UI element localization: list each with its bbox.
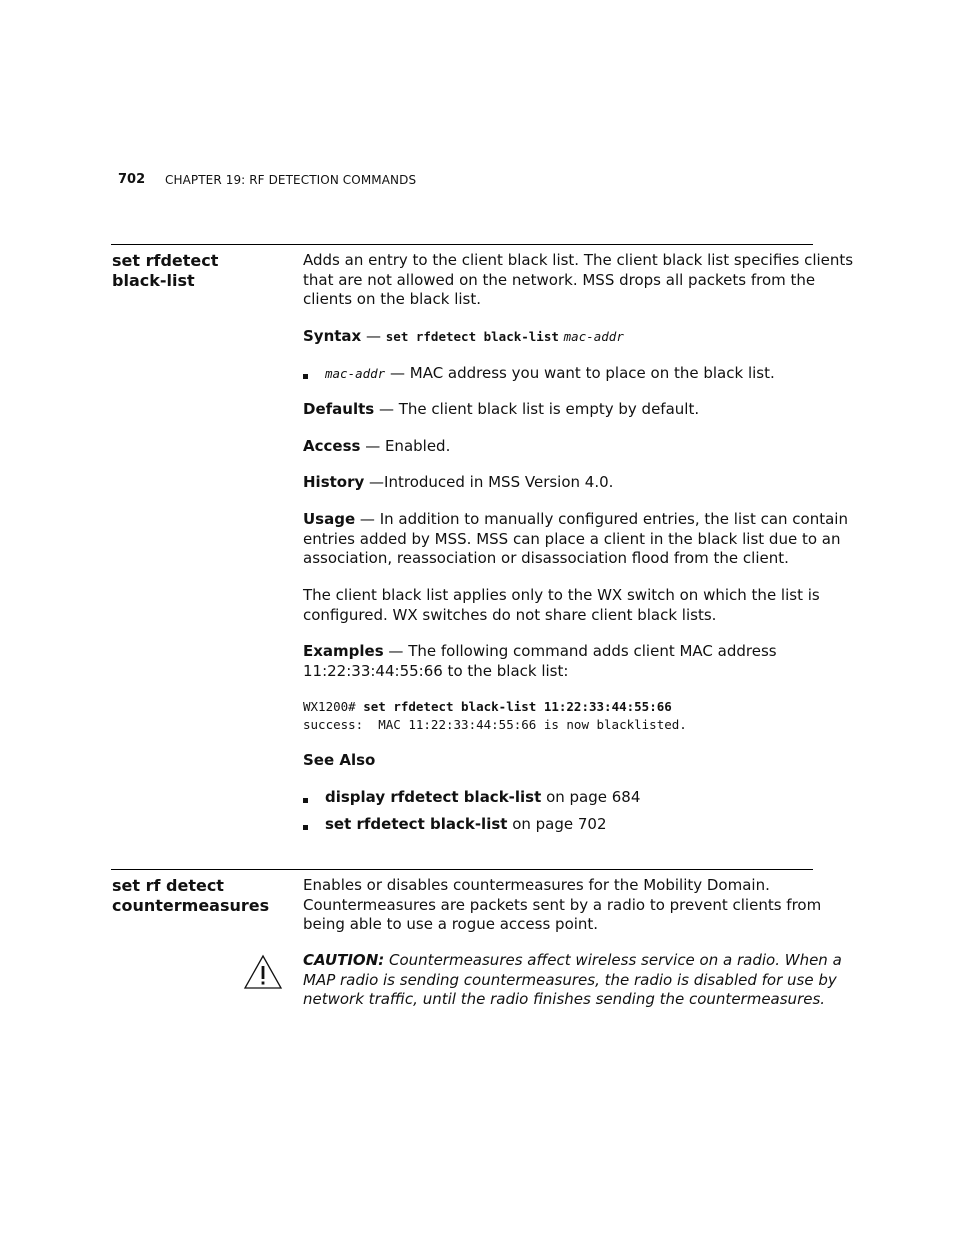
syntax-argument: mac-addr (563, 329, 624, 344)
section-heading (112, 251, 292, 291)
history-label: History (303, 473, 365, 491)
parameter-description: — MAC address you want to place on the black list. (385, 364, 775, 382)
text-line: Countermeasures affect wireless service on a radio. When a (384, 951, 842, 969)
syntax-command: set rfdetect black-list (385, 329, 559, 344)
caution-note (303, 951, 842, 1010)
text-line: being able to use a rogue access point. (303, 915, 599, 933)
text-line: — In addition to manually configured entries, the list can contain (355, 510, 848, 528)
bullet-icon (303, 374, 308, 379)
history-text: —Introduced in MSS Version 4.0. (364, 473, 614, 491)
access-line (303, 437, 815, 457)
text-line: The client black list applies only to the WX switch on which the list is (303, 586, 820, 604)
see-also-link[interactable]: set rfdetect black-list (325, 815, 508, 833)
defaults-text: — The client black list is empty by default. (374, 400, 700, 418)
text-line: association, reassociation or disassociation flood from the client. (303, 549, 789, 567)
text-line: 11:22:33:44:55:66 to the black list: (303, 661, 569, 680)
text-line: that are not allowed on the network. MSS drops all packets from the (303, 270, 816, 289)
text-line: — The following command adds client MAC address (383, 642, 777, 660)
page-reference: on page 702 (507, 815, 607, 833)
defaults-line (303, 400, 815, 420)
warning-icon (243, 954, 283, 990)
text-line: network traffic, until the radio finishes sending the countermeasures. (303, 990, 826, 1008)
text-line: configured. WX switches do not share client black lists. (303, 605, 717, 624)
text-line: MAP radio is sending countermeasures, the radio is disabled for use by (303, 970, 837, 989)
heading-line: countermeasures (112, 896, 270, 915)
heading-line: set rfdetect (112, 251, 219, 270)
section-divider (111, 869, 813, 870)
page-reference: on page 684 (541, 788, 641, 806)
syntax-label: Syntax (303, 327, 362, 345)
chapter-title: CHAPTER 19: RF DETECTION COMMANDS (165, 173, 417, 187)
text-line: Enables or disables countermeasures for the Mobility Domain. (303, 876, 770, 894)
see-also-link[interactable]: display rfdetect black-list (325, 788, 542, 806)
section-heading (112, 876, 292, 916)
code-output: success: MAC 11:22:33:44:55:66 is now blacklisted. (303, 717, 687, 732)
usage-label: Usage (303, 510, 356, 528)
see-also-item (325, 815, 607, 833)
bullet-icon (303, 825, 308, 830)
examples-label: Examples (303, 642, 384, 660)
defaults-label: Defaults (303, 400, 375, 418)
text-line: Countermeasures are packets sent by a radio to prevent clients from (303, 895, 822, 914)
history-line (303, 473, 815, 493)
section-divider (111, 244, 813, 245)
bullet-icon (303, 798, 308, 803)
access-text: — Enabled. (360, 437, 451, 455)
examples-paragraph (303, 642, 815, 681)
text-line: Adds an entry to the client black list. The client black list specifies clients (303, 251, 854, 269)
usage-paragraph (303, 510, 848, 569)
access-label: Access (303, 437, 361, 455)
dash: — (361, 327, 386, 345)
scope-paragraph (303, 586, 820, 625)
code-example (303, 698, 687, 734)
code-command: set rfdetect black-list 11:22:33:44:55:66 (363, 699, 672, 714)
see-also-item (325, 788, 640, 806)
parameter-name: mac-addr (325, 366, 386, 381)
description (303, 876, 822, 935)
text-line: clients on the black list. (303, 290, 482, 308)
syntax-line (303, 327, 815, 347)
text-line: entries added by MSS. MSS can place a client in the black list due to an (303, 529, 841, 548)
heading-line: black-list (112, 271, 195, 290)
see-also-label: See Also (303, 751, 376, 769)
parameter-item (325, 364, 775, 382)
description (303, 251, 854, 310)
page-number: 702 (118, 172, 146, 187)
caution-label: CAUTION: (303, 951, 385, 969)
code-prompt: WX1200# (303, 699, 364, 714)
heading-line: set rf detect (112, 876, 224, 895)
